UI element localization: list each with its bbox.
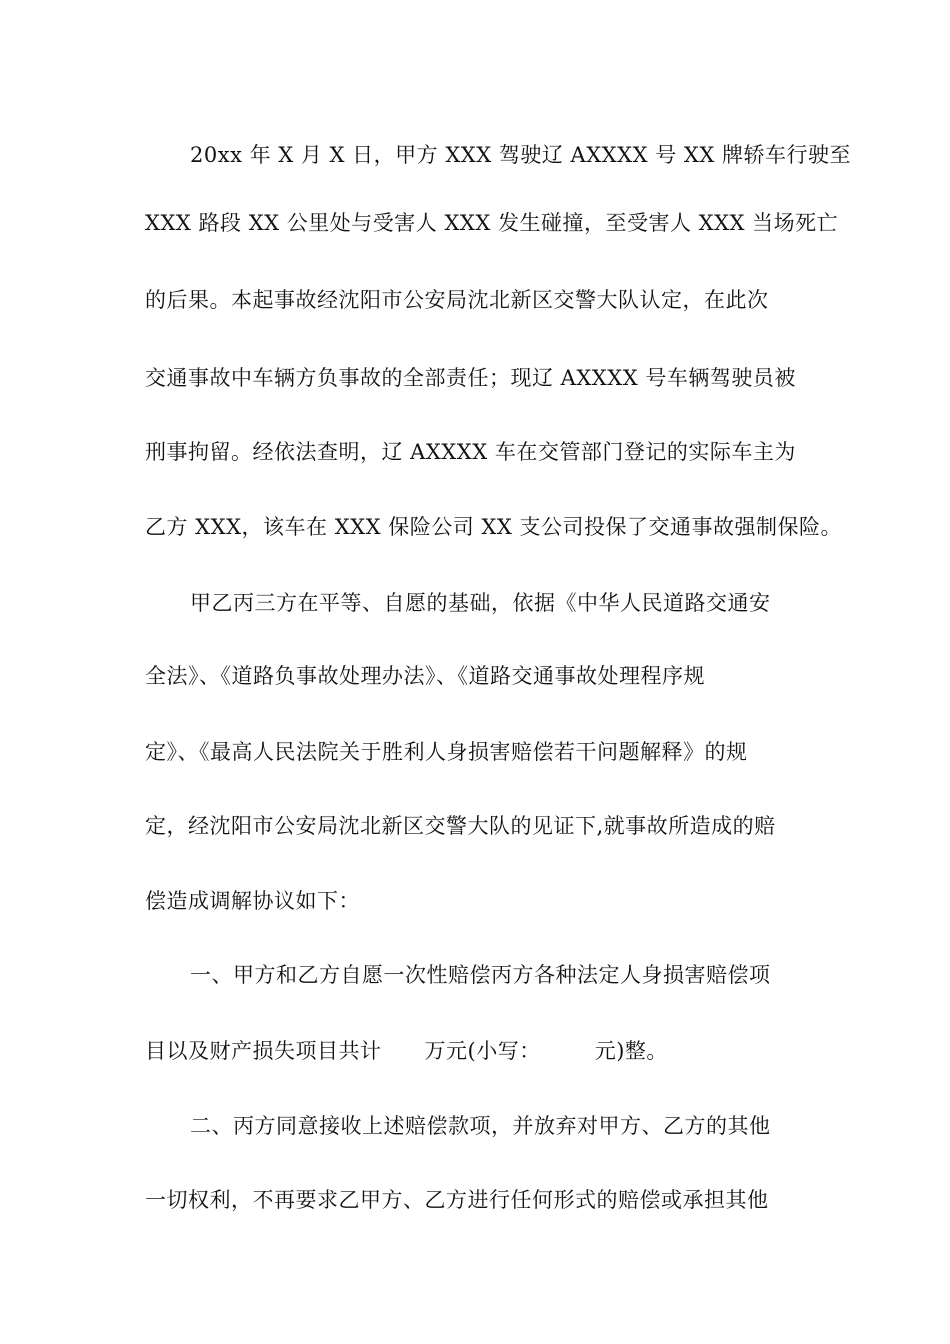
- clause-2-line-2: 一切权利，不再要求乙甲方、乙方进行任何形式的赔偿或承担其他: [145, 1188, 769, 1212]
- paragraph-2-line-2: 全法》、《道路负事故处理办法》、《道路交通事故处理程序规: [145, 664, 705, 688]
- paragraph-1-line-3: 的后果。本起事故经沈阳市公安局沈北新区交警大队认定，在此次: [145, 288, 769, 312]
- clause-1-line-2: 目以及财产损失项目共计 万元(小写： 元)整。: [145, 1039, 668, 1063]
- paragraph-2-line-5: 偿造成调解协议如下：: [145, 889, 360, 913]
- paragraph-2-line-3: 定》、《最高人民法院关于胜利人身损害赔偿若干问题解释》的规: [145, 740, 748, 764]
- clause-1-line-1: 一、甲方和乙方自愿一次性赔偿丙方各种法定人身损害赔偿项: [190, 963, 771, 987]
- paragraph-1-line-1: 20xx 年 X 月 X 日，甲方 XXX 驾驶辽 AXXXX 号 XX 牌轿车行驶至: [190, 143, 851, 167]
- paragraph-1-line-4: 交通事故中车辆方负事故的全部责任；现辽 AXXXX 号车辆驾驶员被: [145, 366, 796, 390]
- paragraph-1-line-2: XXX 路段 XX 公里处与受害人 XXX 发生碰撞，至受害人 XXX 当场死亡: [145, 211, 839, 235]
- paragraph-2-line-1: 甲乙丙三方在平等、自愿的基础，依据《中华人民道路交通安: [190, 591, 771, 615]
- paragraph-2-line-4: 定，经沈阳市公安局沈北新区交警大队的见证下,就事故所造成的赔: [145, 814, 776, 838]
- paragraph-1-line-6: 乙方 XXX，该车在 XXX 保险公司 XX 支公司投保了交通事故强制保险。: [145, 515, 842, 539]
- paragraph-1-line-5: 刑事拘留。经依法查明，辽 AXXXX 车在交管部门登记的实际车主为: [145, 440, 796, 464]
- clause-2-line-1: 二、丙方同意接收上述赔偿款项，并放弃对甲方、乙方的其他: [190, 1114, 771, 1138]
